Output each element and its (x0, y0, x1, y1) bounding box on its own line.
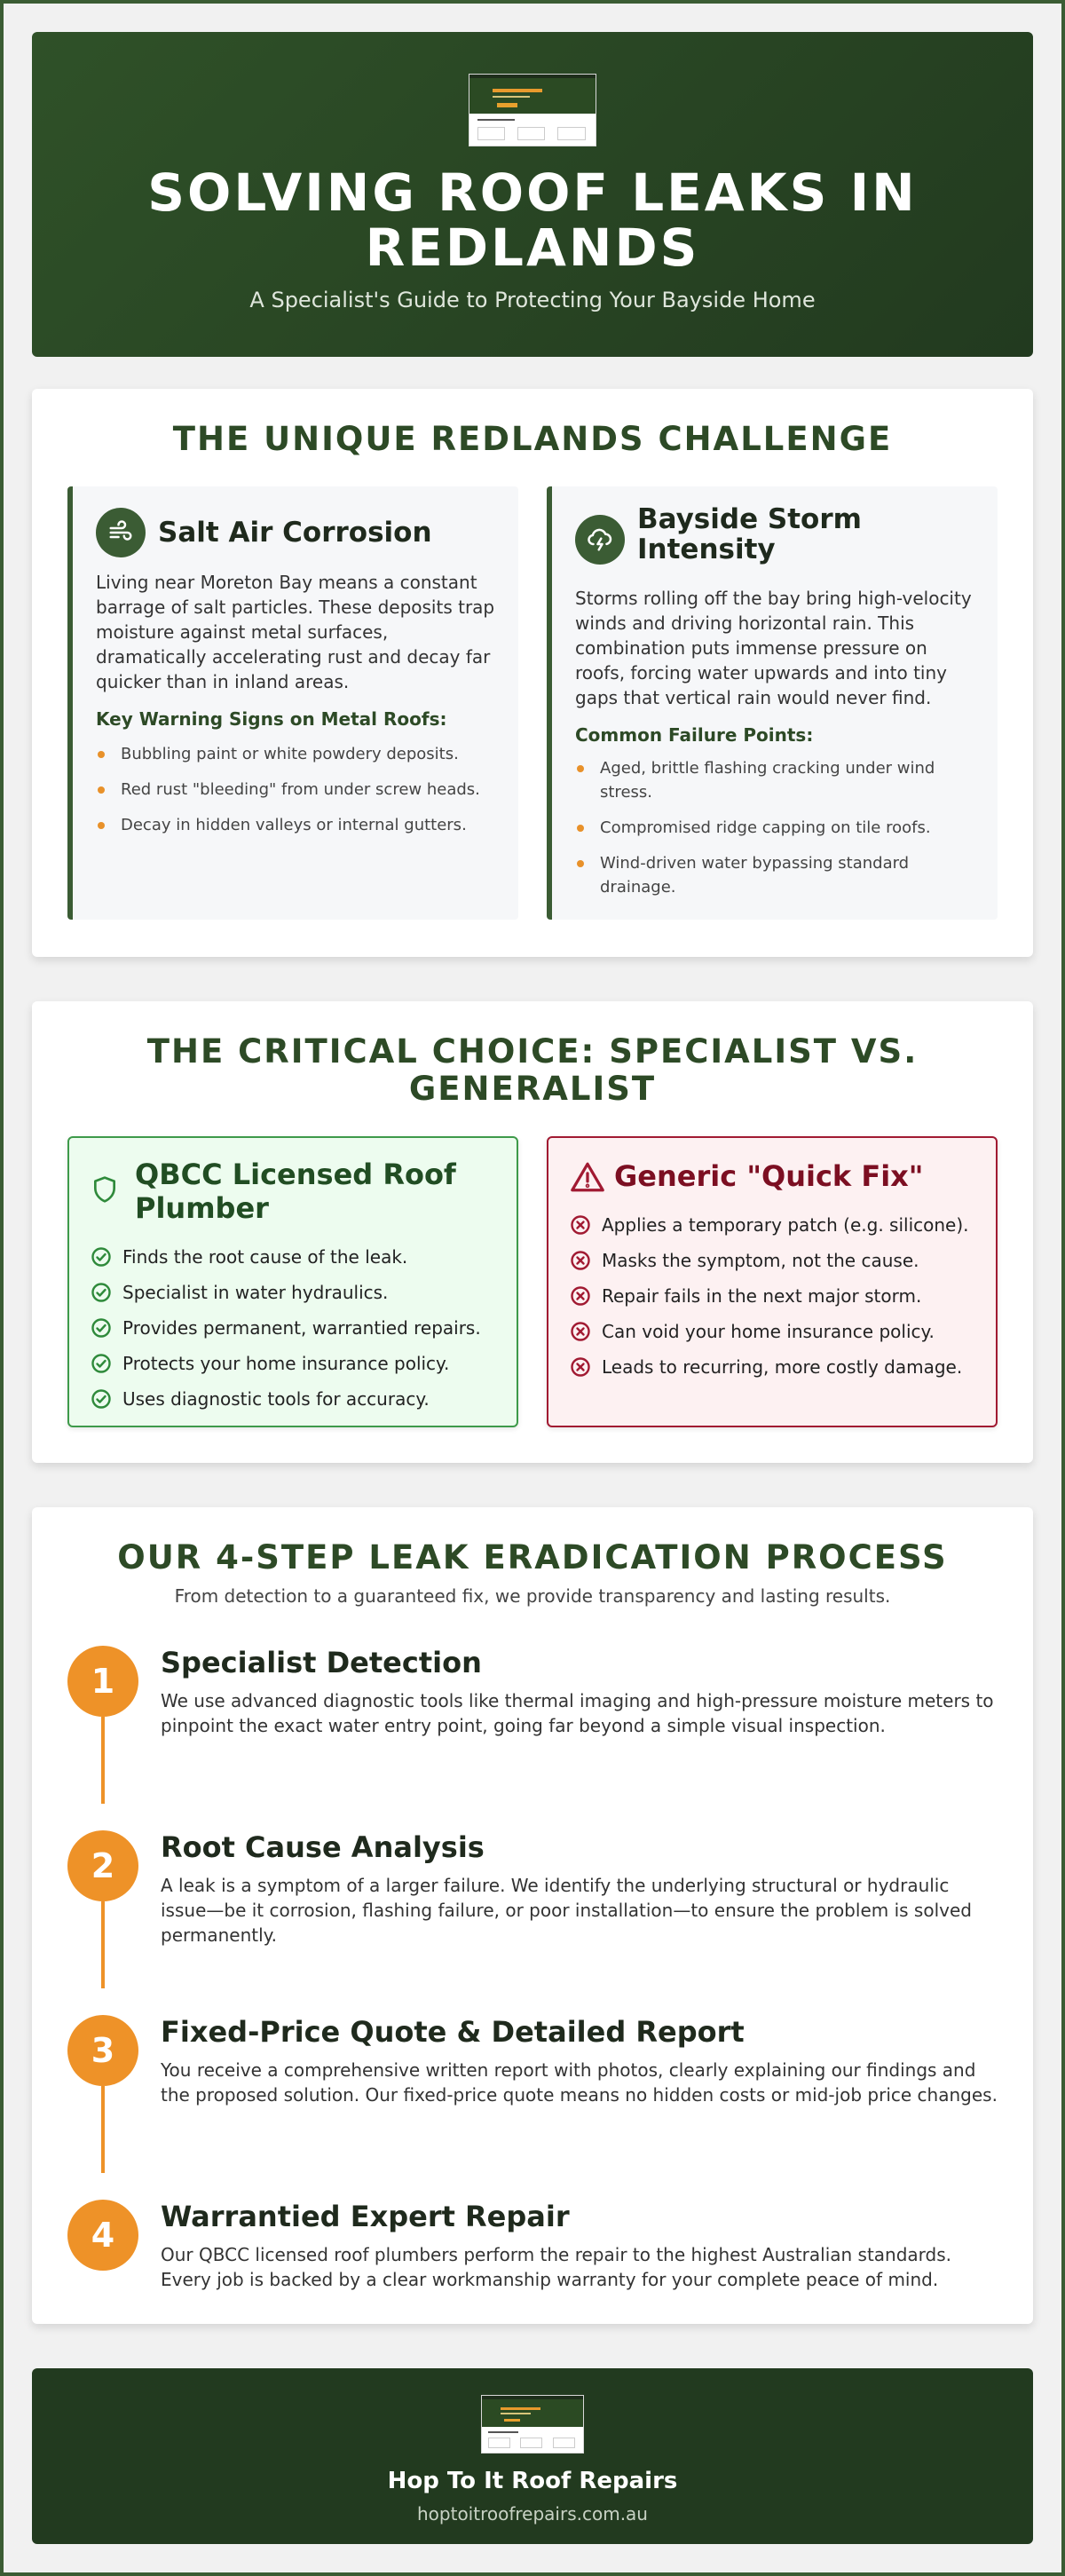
x-circle-icon (570, 1250, 591, 1271)
hero-header (32, 32, 1033, 357)
challenge-title: THE UNIQUE REDLANDS CHALLENGE (172, 420, 893, 458)
storm-heading: Bayside Storm Intensity (637, 503, 862, 565)
list-item: Bubbling paint or white powdery deposits. (96, 742, 501, 766)
check-circle-icon (91, 1246, 112, 1268)
salt-air-card (67, 486, 518, 920)
step-number-badge: 2 (67, 1830, 138, 1901)
check-circle-icon (91, 1282, 112, 1303)
list-item: Provides permanent, warrantied repairs. (91, 1310, 506, 1346)
list-item: Protects your home insurance policy. (91, 1346, 506, 1381)
list-item: Wind-driven water bypassing standard drainage. (575, 851, 980, 899)
salt-air-warning-list (96, 742, 501, 849)
list-item: Specialist in water hydraulics. (91, 1275, 506, 1310)
step-title: Fixed-Price Quote & Detailed Report (161, 2015, 745, 2049)
list-item: Repair fails in the next major storm. (570, 1278, 985, 1314)
page-title: SOLVING ROOF LEAKS IN REDLANDS (147, 162, 918, 278)
step-connector (101, 1717, 105, 1804)
choice-section (32, 1001, 1033, 1463)
generic-quick-fix-card (547, 1136, 998, 1427)
list-item: Aged, brittle flashing cracking under wind stress. (575, 756, 980, 804)
list-item: Finds the root cause of the leak. (91, 1239, 506, 1275)
company-name: Hop To It Roof Repairs (387, 2468, 678, 2494)
check-circle-icon (91, 1317, 112, 1339)
generic-drawbacks-list (570, 1207, 985, 1385)
choice-title: THE CRITICAL CHOICE: SPECIALIST VS. GENERALIST (146, 1032, 919, 1108)
website-thumbnail-image (469, 74, 596, 146)
warning-triangle-icon (570, 1161, 605, 1197)
step-description: Our QBCC licensed roof plumbers perform the repair to the highest Australian standards. Every job is backed by a clear workmanship warranty for your complete peace of mind. (161, 2244, 952, 2290)
salt-air-heading: Salt Air Corrosion (158, 517, 432, 549)
x-circle-icon (570, 1356, 591, 1378)
step-description: We use advanced diagnostic tools like thermal imaging and high-pressure moisture meters to pinpoint the exact water entry point, going far beyond a simple visual inspection. (161, 1690, 994, 1736)
list-item: Leads to recurring, more costly damage. (570, 1349, 985, 1385)
challenge-section (32, 389, 1033, 957)
x-circle-icon (570, 1285, 591, 1307)
salt-air-description: Living near Moreton Bay means a constant barrage of salt particles. These deposits trap moisture against metal surfaces, dramatically accelerating rust and decay far quicker than in inland areas. (96, 572, 495, 692)
step-title: Root Cause Analysis (161, 1830, 485, 1864)
specialist-heading: QBCC Licensed Roof Plumber (135, 1158, 456, 1225)
list-item: Can void your home insurance policy. (570, 1314, 985, 1349)
specialist-benefits-list (91, 1239, 506, 1417)
specialist-card (67, 1136, 518, 1427)
step-description: A leak is a symptom of a larger failure. We identify the underlying structural or hydraulic issue—be it corrosion, flashing failure, or poor installation—to ensure the problem is solved permanently. (161, 1875, 972, 1946)
process-intro: From detection to a guaranteed fix, we provide transparency and lasting results. (174, 1585, 891, 1607)
step-connector (101, 2086, 105, 2173)
check-circle-icon (91, 1353, 112, 1374)
salt-air-list-heading: Key Warning Signs on Metal Roofs: (96, 708, 447, 730)
storm-list-heading: Common Failure Points: (575, 724, 814, 746)
storm-description: Storms rolling off the bay bring high-velocity winds and driving horizontal rain. This combination puts immense pressure on roofs, forcing water upwards and into tiny gaps that vertical rain would never find. (575, 588, 972, 708)
process-title: OUR 4-STEP LEAK ERADICATION PROCESS (117, 1538, 948, 1576)
step-title: Specialist Detection (161, 1646, 482, 1679)
list-item: Masks the symptom, not the cause. (570, 1243, 985, 1278)
list-item: Decay in hidden valleys or internal gutters. (96, 813, 501, 837)
website-thumbnail-image (481, 2395, 584, 2454)
page-subtitle: A Specialist's Guide to Protecting Your Bayside Home (249, 288, 816, 312)
list-item: Uses diagnostic tools for accuracy. (91, 1381, 506, 1417)
process-section (32, 1507, 1033, 2324)
website-link[interactable]: hoptoitroofrepairs.com.au (417, 2503, 648, 2525)
generic-heading: Generic "Quick Fix" (614, 1159, 924, 1193)
wind-icon (96, 508, 146, 557)
footer (32, 2368, 1033, 2544)
list-item: Applies a temporary patch (e.g. silicone). (570, 1207, 985, 1243)
shield-icon (91, 1175, 119, 1207)
list-item: Compromised ridge capping on tile roofs. (575, 816, 980, 840)
storm-cloud-icon (575, 515, 625, 565)
step-number-badge: 1 (67, 1646, 138, 1717)
step-title: Warrantied Expert Repair (161, 2200, 570, 2233)
step-connector (101, 1901, 105, 1988)
storm-failure-list (575, 756, 980, 911)
x-circle-icon (570, 1214, 591, 1236)
check-circle-icon (91, 1388, 112, 1410)
step-number-badge: 4 (67, 2200, 138, 2271)
list-item: Red rust "bleeding" from under screw heads. (96, 778, 501, 802)
step-description: You receive a comprehensive written report with photos, clearly explaining our findings and the proposed solution. Our fixed-price quote means no hidden costs or mid-job price changes. (161, 2059, 998, 2106)
storm-intensity-card (547, 486, 998, 920)
step-number-badge: 3 (67, 2015, 138, 2086)
x-circle-icon (570, 1321, 591, 1342)
